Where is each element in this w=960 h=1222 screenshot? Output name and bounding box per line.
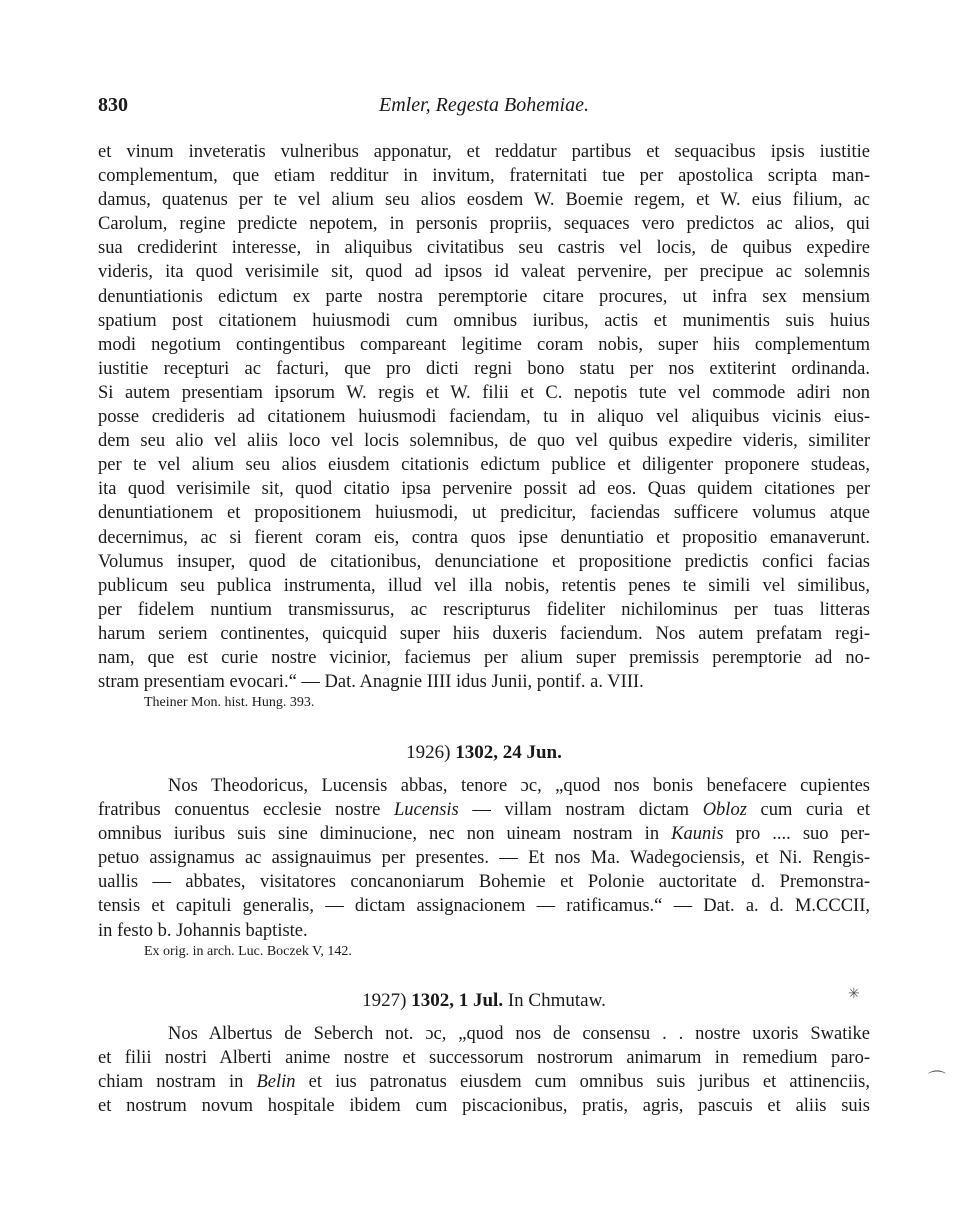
- text-line: nam, que est curie nostre vicinior, faciemus per alium super premissis peremptorie ad no-: [98, 647, 870, 668]
- page-number: 830: [98, 94, 128, 116]
- text-line: denuntiationis edictum ex parte nostra peremptorie citare procures, ut infra sex mensium: [98, 286, 870, 307]
- text-line: [98, 1046, 870, 1070]
- text-segment: in festo b. Johannis baptiste.: [98, 920, 308, 941]
- text-segment: et ius patronatus eiusdem cum omnibus suis juribus et attinenciis,: [295, 1072, 870, 1093]
- text-line: videris, ita quod verisimile sit, quod ad ipsos id valeat pervenire, per precipue ac solemnis: [98, 262, 870, 283]
- text-segment: uallis — abbates, visitatores concanoniarum Bohemie et Polonie auctoritate d. Premonstra-: [98, 872, 870, 893]
- entry-heading-1927: [98, 990, 870, 1012]
- source-citation: Theiner Mon. hist. Hung. 393.: [144, 695, 315, 711]
- margin-stroke-mark: ⌒: [928, 1070, 946, 1090]
- entry-number: 1927): [362, 990, 407, 1011]
- text-segment: et filii nostri Alberti anime nostre et successorum nostrorum animarum in remedium paro-: [98, 1048, 870, 1069]
- text-segment: petuo assignamus ac assignauimus per presentes. — Et nos Ma. Wadegociensis, et Ni. Rengis-: [98, 848, 870, 869]
- entry-date: 1302, 24 Jun.: [455, 742, 562, 763]
- text-line: Si autem presentiam ipsorum W. regis et W. filii et C. nepotis tute vel commode adiri non: [98, 382, 870, 403]
- text-line: sua crediderint interesse, in aliquibus civitatibus seu castris vel locis, de quibus expedire: [98, 238, 870, 259]
- text-segment: cum curia et: [746, 800, 870, 821]
- text-line: posse credideris ad citationem huiusmodi faciendam, tu in aliquo vel aliquibus vicinis eius-: [98, 407, 870, 428]
- text-segment: — villam nostram dictam: [458, 800, 703, 821]
- place-name: Belin: [256, 1072, 296, 1093]
- place-name: Kaunis: [671, 824, 724, 845]
- text-segment: chiam nostram in: [98, 1072, 257, 1093]
- text-segment: Nos Theodoricus, Lucensis abbas, tenore ɔc, „quod nos bonis benefacere cupientes: [168, 776, 870, 796]
- text-segment: tensis et capituli generalis, — dictam assignacionem — ratificamus.“ — Dat. a. d. M.CCCII,: [98, 896, 870, 917]
- text-line: [98, 1094, 870, 1118]
- entry-place: In Chmutaw.: [507, 990, 606, 1011]
- place-name: Obloz: [702, 800, 747, 821]
- entry-number: 1926): [406, 742, 451, 763]
- text-line: Volumus insuper, quod de citationibus, denunciatione et propositione predictis confici facias: [98, 551, 870, 572]
- text-segment: omnibus iuribus suis sine diminucione, nec non uineam nostram in: [98, 824, 672, 845]
- text-line: Carolum, regine predicte nepotem, in personis propriis, sequaces vero predictos ac alios, qui: [98, 214, 870, 235]
- text-line: spatium post citationem huiusmodi cum omnibus iuribus, actis et munimentis suis huius: [98, 310, 870, 331]
- ink-blot-mark: ✳: [848, 987, 860, 1002]
- text-line: denuntiationem et propositionem huiusmodi, ut predicitur, faciendas sufficere volumus atque: [98, 503, 870, 524]
- text-line: [98, 919, 870, 943]
- text-line: iustitie recepturi ac facturi, que pro dicti regni bono statu per nos extiterint ordinanda.: [98, 358, 870, 379]
- text-segment: Nos Albertus de Seberch not. ɔc, „quod nos de consensu . . nostre uxoris Swatike: [168, 1024, 870, 1044]
- text-line: complementum, que etiam redditur in invitum, fraternitati tue per apostolica scripta man-: [98, 166, 870, 187]
- text-line: [98, 822, 870, 846]
- document-text-1925-continuation: [98, 140, 870, 712]
- text-line: [98, 846, 870, 870]
- text-line: per te vel alium seu alios eiusdem citationis edictum publice et diligenter proponere studeas,: [98, 455, 870, 476]
- running-head: Emler, Regesta Bohemiae.: [379, 94, 589, 116]
- text-line: [98, 894, 870, 918]
- entry-text-1927: [98, 1022, 870, 1118]
- place-name: Lucensis: [394, 800, 459, 821]
- text-line: [98, 1070, 870, 1094]
- text-segment: pro .... suo per-: [723, 824, 870, 845]
- page-header: [98, 94, 870, 124]
- text-line: et vinum inveteratis vulneribus apponatur, et reddatur partibus et sequacibus ipsis iustitie: [98, 142, 870, 162]
- entry-heading-1926: [98, 742, 870, 764]
- text-line: decernimus, ac si fierent coram eis, contra quos ipse denuntiatio et propositio emanaverunt.: [98, 527, 870, 548]
- entry-text-1926: [98, 774, 870, 961]
- text-line: ita quod verisimile sit, quod citatio ipsa pervenire possit ad eos. Quas quidem citationes per: [98, 479, 870, 500]
- source-citation: Ex orig. in arch. Luc. Boczek V, 142.: [144, 943, 352, 959]
- text-line: [98, 870, 870, 894]
- text-line: per fidelem nuntium transmissurus, ac rescripturus fideliter nichilominus per tuas litteras: [98, 599, 870, 620]
- text-line: harum seriem continentes, quicquid super hiis duxeris faciendum. Nos autem prefatam regi-: [98, 623, 870, 644]
- text-segment: fratribus conuentus ecclesie nostre: [98, 800, 394, 821]
- entry-date: 1302, 1 Jul.: [411, 990, 504, 1011]
- text-line: stram presentiam evocari.“ — Dat. Anagnie IIII idus Junii, pontif. a. VIII.: [98, 672, 644, 693]
- text-line: [98, 1022, 870, 1046]
- text-line: damus, quatenus per te vel alium seu alios eosdem W. Boemie regem, et W. eius filium, ac: [98, 190, 870, 211]
- text-segment: et nostrum novum hospitale ibidem cum piscacionibus, pratis, agris, pascuis et aliis suis: [98, 1096, 870, 1117]
- text-line: publicum seu publica instrumenta, illud vel illa nobis, retentis penes te simili vel similibus,: [98, 575, 870, 596]
- text-line: [98, 798, 870, 822]
- text-line: dem seu alio vel aliis loco vel locis solemnibus, de quo vel quibus expedire videris, similiter: [98, 431, 870, 452]
- text-line: modi negotium contingentibus compareant legitime coram nobis, super hiis complementum: [98, 334, 870, 355]
- text-line: [98, 774, 870, 798]
